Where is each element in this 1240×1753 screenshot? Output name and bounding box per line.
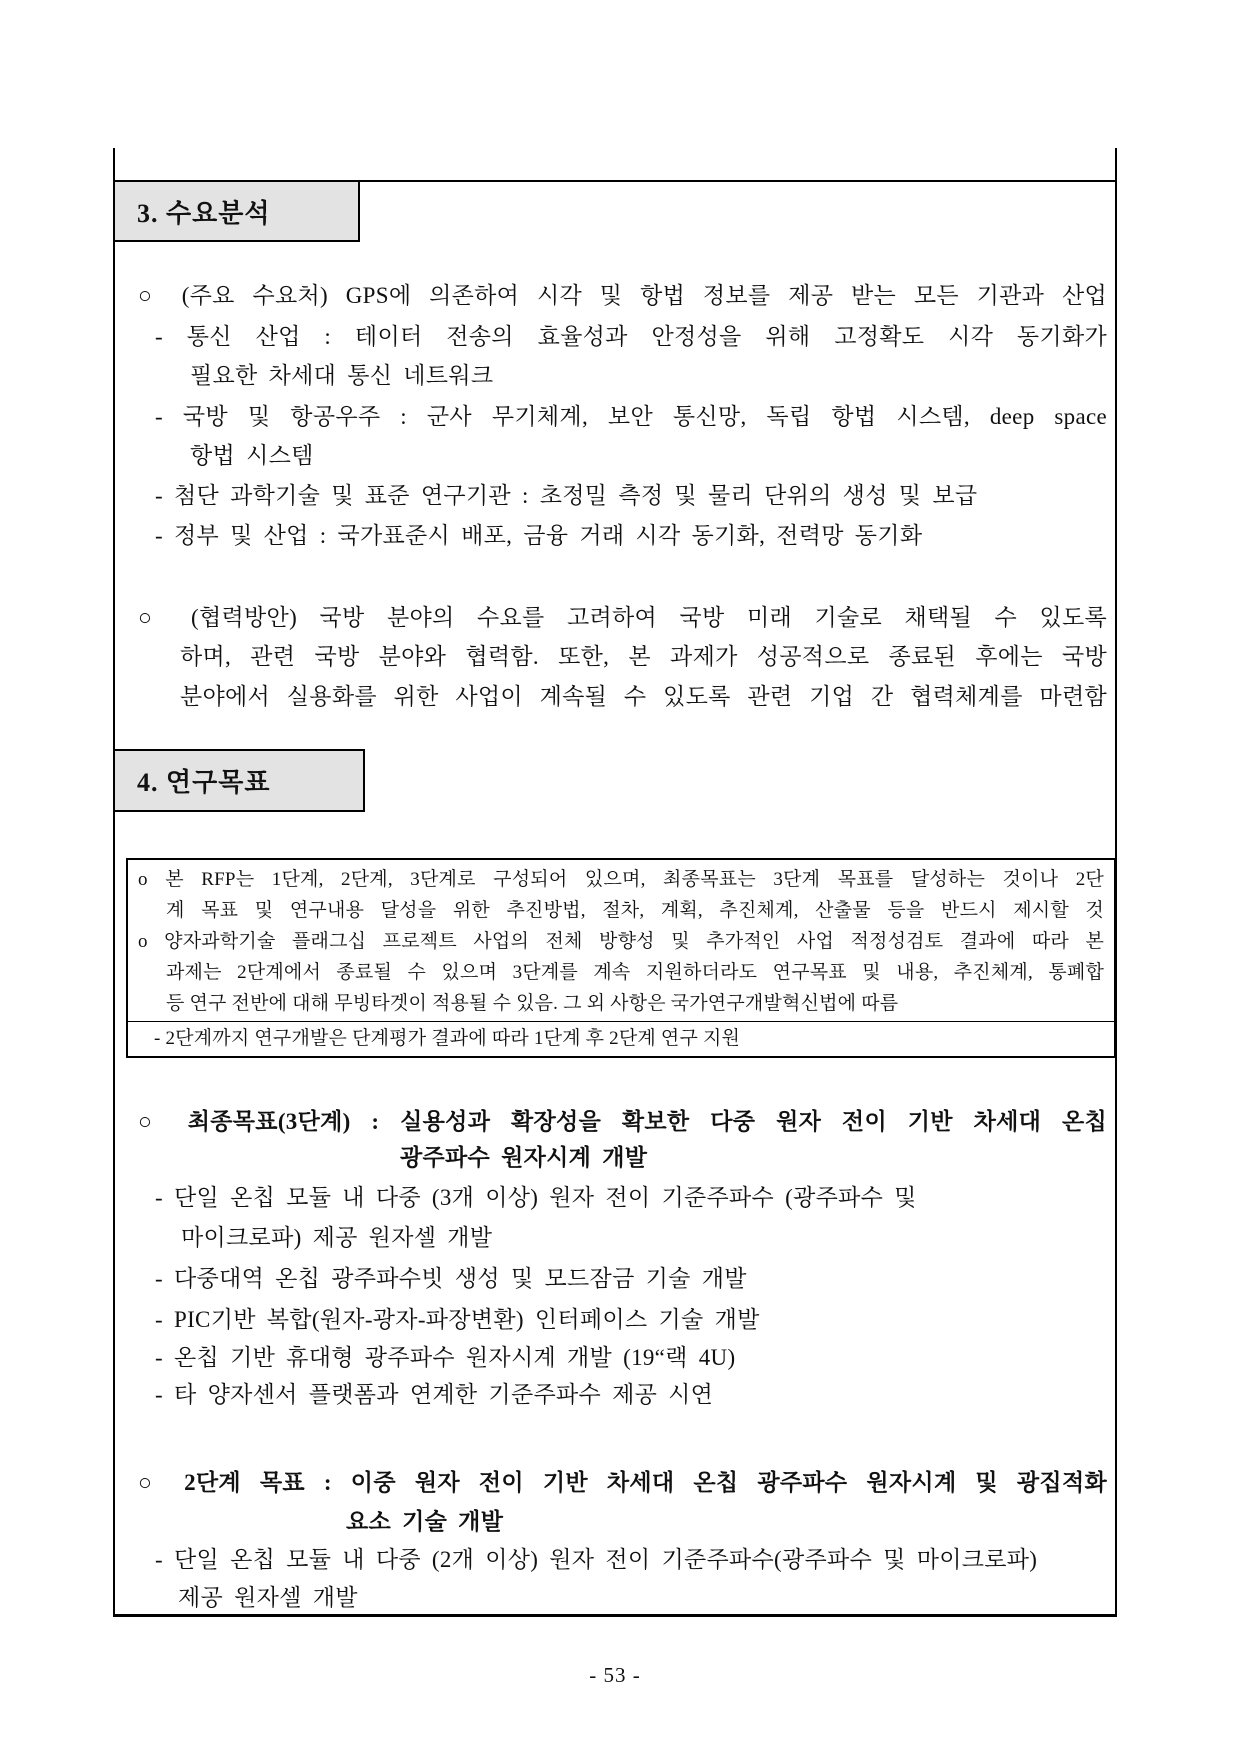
demand-line: 분야에서 실용화를 위한 사업이 계속될 수 있도록 관련 기업 간 협력체계를 마련함 bbox=[180, 684, 1107, 709]
demand-line: 항법 시스템 bbox=[190, 443, 314, 468]
final-goal-line: - 다중대역 온칩 광주파수빗 생성 및 모드잠금 기술 개발 bbox=[155, 1266, 747, 1291]
notice-subline: - 2단계까지 연구개발은 단계평가 결과에 따라 1단계 후 2단계 연구 지원 bbox=[154, 1028, 741, 1049]
final-goal-line: 광주파수 원자시계 개발 bbox=[400, 1145, 648, 1170]
final-goal-line: - 온칩 기반 휴대형 광주파수 원자시계 개발 (19“랙 4U) bbox=[155, 1345, 736, 1370]
stage2-goal-line: 제공 원자셀 개발 bbox=[178, 1585, 358, 1610]
section-4-title: 4. 연구목표 bbox=[137, 768, 271, 797]
notice-line: 등 연구 전반에 대해 무빙타겟이 적용될 수 있음. 그 외 사항은 국가연구개발혁신법에 따름 bbox=[166, 993, 899, 1014]
demand-line: - 정부 및 산업 : 국가표준시 배포, 금융 거래 시각 동기화, 전력망 동기화 bbox=[155, 523, 923, 548]
final-goal-line: - 타 양자센서 플랫폼과 연계한 기준주파수 제공 시연 bbox=[155, 1382, 714, 1407]
stage2-goal-line: 요소 기술 개발 bbox=[346, 1509, 504, 1534]
notice-divider bbox=[128, 1021, 1114, 1022]
section-4-header bbox=[113, 749, 365, 812]
notice-line: 계 목표 및 연구내용 달성을 위한 추진방법, 절차, 계획, 추진체계, 산출물 등을 반드시 제시할 것 bbox=[166, 900, 1104, 921]
rfp-notice-box bbox=[126, 858, 1116, 1058]
final-goal-line: - PIC기반 복합(원자-광자-파장변환) 인터페이스 기술 개발 bbox=[155, 1307, 760, 1332]
demand-line: - 통신 산업 : 테이터 전송의 효율성과 안정성을 위해 고정확도 시각 동기화가 bbox=[155, 324, 1107, 349]
page-number: - 53 - bbox=[589, 1663, 641, 1687]
demand-line: ○ (주요 수요처) GPS에 의존하여 시각 및 항법 정보를 제공 받는 모든 기관과 산업 bbox=[138, 283, 1107, 308]
demand-line: ○ (협력방안) 국방 분야의 수요를 고려하여 국방 미래 기술로 채택될 수 있도록 bbox=[138, 605, 1107, 630]
notice-line: o 양자과학기술 플래그십 프로젝트 사업의 전체 방향성 및 추가적인 사업 적정성검토 결과에 따라 본 bbox=[138, 931, 1104, 952]
stage2-goal-line: - 단일 온칩 모듈 내 다중 (2개 이상) 원자 전이 기준주파수(광주파수 및 마이크로파) bbox=[155, 1547, 1038, 1572]
demand-line: - 첨단 과학기술 및 표준 연구기관 : 초정밀 측정 및 물리 단위의 생성 및 보급 bbox=[155, 483, 978, 508]
demand-line: 필요한 차세대 통신 네트워크 bbox=[190, 363, 494, 388]
stage2-goal-line: ○ 2단계 목표 : 이중 원자 전이 기반 차세대 온칩 광주파수 원자시계 및 광집적화 bbox=[138, 1470, 1107, 1495]
section-3-header bbox=[113, 180, 360, 242]
table-border-left bbox=[113, 148, 115, 1617]
demand-line: 하며, 관련 국방 분야와 협력함. 또한, 본 과제가 성공적으로 종료된 후에는 국방 bbox=[180, 644, 1107, 669]
final-goal-line: - 단일 온칩 모듈 내 다중 (3개 이상) 원자 전이 기준주파수 (광주파수 및 bbox=[155, 1185, 917, 1210]
section-3-title: 3. 수요분석 bbox=[137, 198, 271, 228]
final-goal-line: 마이크로파) 제공 원자셀 개발 bbox=[181, 1225, 493, 1250]
notice-line: o 본 RFP는 1단계, 2단계, 3단계로 구성되어 있으며, 최종목표는 3단계 목표를 달성하는 것이나 2단 bbox=[138, 869, 1104, 890]
final-goal-line: ○ 최종목표(3단계) : 실용성과 확장성을 확보한 다중 원자 전이 기반 차세대 온칩 bbox=[138, 1109, 1107, 1134]
demand-line: - 국방 및 항공우주 : 군사 무기체계, 보안 통신망, 독립 항법 시스템, deep space bbox=[155, 404, 1107, 429]
notice-line: 과제는 2단계에서 종료될 수 있으며 3단계를 계속 지원하더라도 연구목표 및 내용, 추진체계, 통폐합 bbox=[166, 962, 1104, 983]
